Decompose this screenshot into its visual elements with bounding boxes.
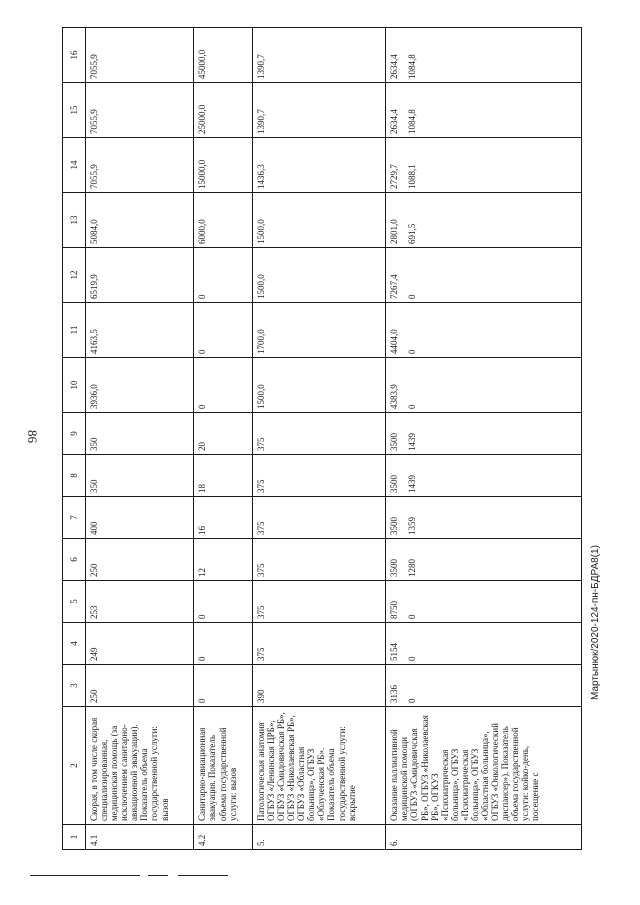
cell-value: 3500 [389, 559, 400, 577]
value-cell [194, 665, 253, 707]
data-table [62, 27, 582, 850]
cell-value: 250 [89, 689, 99, 703]
table-row [194, 28, 253, 850]
value-cell [194, 358, 253, 413]
row-number: 4.2 [194, 825, 253, 850]
cell-value: 2634,4 [389, 109, 400, 134]
value-cell [194, 303, 253, 358]
table-body [86, 28, 582, 850]
cell-value: 350 [89, 437, 99, 451]
cell-value: 1500,0 [255, 219, 266, 244]
value-cell [86, 193, 194, 248]
column-header: 10 [63, 358, 86, 413]
value-cell [86, 623, 194, 665]
cell-value: 0 [407, 349, 418, 354]
table-row [386, 28, 582, 850]
cell-value: 1280 [407, 559, 418, 577]
value-cell [252, 497, 385, 539]
cell-value: 253 [89, 605, 99, 619]
cell-value: 1439 [407, 475, 418, 493]
value-cell [194, 138, 253, 193]
column-header: 16 [63, 28, 86, 83]
column-header: 14 [63, 138, 86, 193]
value-cell [86, 539, 194, 581]
column-header: 7 [63, 497, 86, 539]
cell-value: 1084,8 [407, 109, 418, 134]
cell-value: 375 [255, 521, 266, 535]
column-header: 5 [63, 581, 86, 623]
cell-value: 7055,9 [89, 164, 99, 189]
cell-value: 1390,7 [255, 54, 266, 79]
value-cell [194, 83, 253, 138]
column-header: 11 [63, 303, 86, 358]
value-cell [386, 497, 582, 539]
cell-value: 5084,0 [89, 219, 99, 244]
value-cell [386, 413, 582, 455]
value-cell [252, 83, 385, 138]
cell-value: 0 [197, 349, 208, 354]
cell-value: 400 [89, 521, 99, 535]
cell-value: 7055,9 [89, 109, 99, 134]
value-cell [194, 581, 253, 623]
value-cell [194, 28, 253, 83]
value-cell [386, 83, 582, 138]
page-number: 86 [25, 430, 40, 443]
cell-value: 0 [197, 698, 208, 703]
row-description: Санитарно-авиационная эвакуация. Показатель объема государственной услуги: вызов [194, 707, 253, 825]
column-header: 8 [63, 455, 86, 497]
value-cell [386, 539, 582, 581]
value-cell [386, 455, 582, 497]
column-header: 6 [63, 539, 86, 581]
value-cell [252, 193, 385, 248]
value-cell [386, 193, 582, 248]
value-cell [386, 303, 582, 358]
cell-value: 1436,3 [255, 164, 266, 189]
cell-value: 2634,4 [389, 54, 400, 79]
row-description: Скорая, в том числе скорая специализированная, медицинская помощь (за исключением санитарно-авиационной эвакуации). Показатель объема государственной услуги: вызов [86, 707, 194, 825]
cell-value: 1700,0 [255, 329, 266, 354]
value-cell [194, 248, 253, 303]
cell-value: 691,5 [407, 223, 418, 244]
value-cell [252, 358, 385, 413]
value-cell [86, 455, 194, 497]
value-cell [86, 248, 194, 303]
value-cell [386, 138, 582, 193]
value-cell [252, 138, 385, 193]
value-cell [386, 358, 582, 413]
value-cell [194, 539, 253, 581]
value-cell [252, 539, 385, 581]
cell-value: 20 [197, 442, 208, 451]
cell-value: 1359 [407, 517, 418, 535]
cell-value: 6000,0 [197, 219, 208, 244]
value-cell [86, 581, 194, 623]
cell-value: 1439 [407, 433, 418, 451]
column-header: 15 [63, 83, 86, 138]
cell-value: 3136 [389, 685, 400, 703]
cell-value: 375 [255, 479, 266, 493]
row-number: 6. [386, 825, 582, 850]
value-cell [252, 623, 385, 665]
value-cell [194, 623, 253, 665]
row-description: Оказание паллиативной медицинской помощи (ОГБУЗ «Смидовичская РБ», ОГБУЗ «Николаевская РБ», ОГКУЗ «Психиатрическая больница», ОГБУЗ «Психиатрическая больница», ОГБУЗ «Областная больница», ОГБУЗ «Онкологический диспансер»). Показатель объема государственной услуги: койко-день, посещение с [386, 707, 582, 825]
cell-value: 4163,5 [89, 329, 99, 354]
value-cell [86, 665, 194, 707]
table-row [252, 28, 385, 850]
cell-value: 12 [197, 568, 208, 577]
cell-value: 7267,4 [389, 274, 400, 299]
cell-value: 1088,1 [407, 164, 418, 189]
value-cell [194, 413, 253, 455]
row-description: Патологическая анатомия ОГБУЗ «Ленинская ЦРБ», ОГБУЗ «Смидовичская РБ», ОГБУЗ «Николаевская РБ», ОГБУЗ «Областная больница», ОГБУЗ «Облученская РБ». Показатель объема государственной услуги: вскрытие [252, 707, 385, 825]
value-cell [194, 497, 253, 539]
cell-value: 350 [89, 479, 99, 493]
column-header: 2 [63, 707, 86, 825]
column-header: 3 [63, 665, 86, 707]
cell-value: 1390,7 [255, 109, 266, 134]
cell-value: 1084,8 [407, 54, 418, 79]
value-cell [194, 455, 253, 497]
row-number: 4.1 [86, 825, 194, 850]
value-cell [252, 581, 385, 623]
value-cell [386, 623, 582, 665]
cell-value: 3500 [389, 475, 400, 493]
column-header: 1 [63, 825, 86, 850]
cell-value: 0 [197, 404, 208, 409]
cell-value: 0 [407, 294, 418, 299]
footnote-rule [148, 875, 168, 876]
value-cell [252, 455, 385, 497]
cell-value: 0 [407, 404, 418, 409]
cell-value: 8750 [389, 601, 400, 619]
footnote-rule [178, 875, 228, 876]
value-cell [386, 665, 582, 707]
cell-value: 16 [197, 526, 208, 535]
value-cell [86, 83, 194, 138]
table-row [86, 28, 194, 850]
cell-value: 0 [407, 698, 418, 703]
row-number: 5. [252, 825, 385, 850]
cell-value: 2801,0 [389, 219, 400, 244]
cell-value: 249 [89, 647, 99, 661]
cell-value: 375 [255, 605, 266, 619]
header-row [63, 28, 86, 850]
cell-value: 0 [407, 656, 418, 661]
cell-value: 2729,7 [389, 164, 400, 189]
column-header: 9 [63, 413, 86, 455]
cell-value: 390 [255, 689, 266, 703]
value-cell [386, 581, 582, 623]
value-cell [86, 138, 194, 193]
cell-value: 18 [197, 484, 208, 493]
cell-value: 375 [255, 563, 266, 577]
value-cell [86, 28, 194, 83]
cell-value: 25000,0 [197, 104, 208, 134]
cell-value: 7055,9 [89, 54, 99, 79]
value-cell [252, 413, 385, 455]
cell-value: 1500,0 [255, 384, 266, 409]
value-cell [86, 303, 194, 358]
cell-value: 4404,0 [389, 329, 400, 354]
value-cell [252, 248, 385, 303]
cell-value: 0 [197, 656, 208, 661]
value-cell [86, 358, 194, 413]
cell-value: 0 [197, 294, 208, 299]
cell-value: 0 [197, 614, 208, 619]
value-cell [194, 193, 253, 248]
value-cell [86, 413, 194, 455]
cell-value: 15000,0 [197, 159, 208, 189]
cell-value: 3500 [389, 517, 400, 535]
rotated-table-container [62, 45, 582, 850]
cell-value: 3936,0 [89, 384, 99, 409]
value-cell [386, 28, 582, 83]
cell-value: 1500,0 [255, 274, 266, 299]
cell-value: 375 [255, 647, 266, 661]
cell-value: 6519,9 [89, 274, 99, 299]
value-cell [252, 665, 385, 707]
cell-value: 3500 [389, 433, 400, 451]
cell-value: 0 [407, 614, 418, 619]
cell-value: 4383,9 [389, 384, 400, 409]
value-cell [252, 28, 385, 83]
column-header: 4 [63, 623, 86, 665]
cell-value: 375 [255, 437, 266, 451]
footer-code: Мартынюк/2020-124-пн-БДРА8(1) [590, 545, 601, 700]
cell-value: 5154 [389, 643, 400, 661]
value-cell [252, 303, 385, 358]
cell-value: 250 [89, 563, 99, 577]
value-cell [386, 248, 582, 303]
cell-value: 45000,0 [197, 49, 208, 79]
column-header: 13 [63, 193, 86, 248]
footnote-rule [30, 875, 140, 876]
column-header: 12 [63, 248, 86, 303]
value-cell [86, 497, 194, 539]
